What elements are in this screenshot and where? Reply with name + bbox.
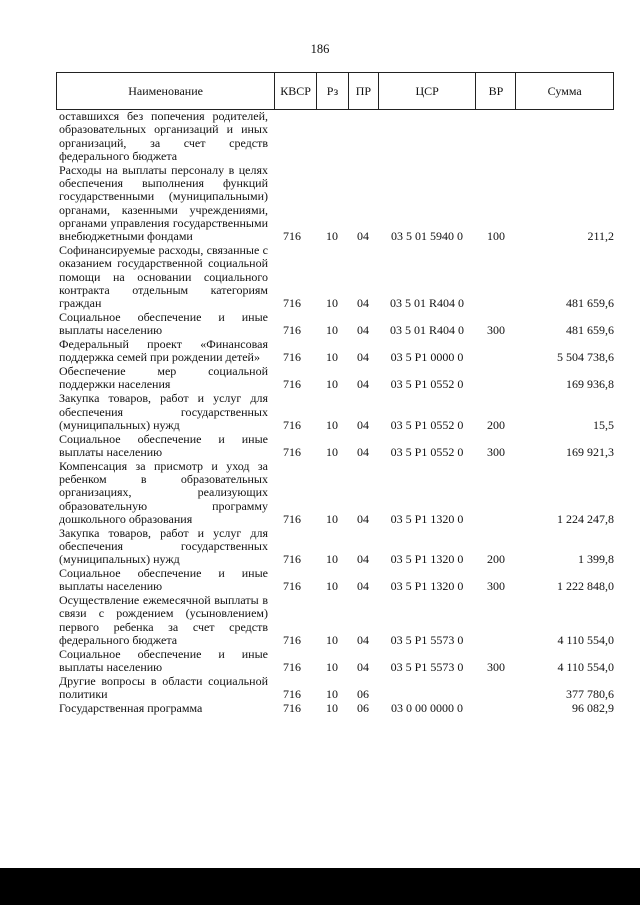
row-csr: 03 5 P1 0552 0 bbox=[390, 377, 464, 392]
row-kvsr: 716 bbox=[283, 229, 301, 244]
row-rz: 10 bbox=[326, 377, 338, 392]
row-sum: 377 780,6 bbox=[566, 687, 614, 702]
row-rz: 10 bbox=[326, 511, 338, 526]
row-name: Социальное обеспечение и иные выплаты населению bbox=[59, 566, 268, 594]
row-name: Компенсация за присмотр и уход за ребенком в образовательных организациях, реализующих образовательную программу дошкольного образования bbox=[59, 458, 268, 526]
row-rz: 10 bbox=[326, 701, 338, 716]
row-csr: 03 5 01 R404 0 bbox=[389, 323, 464, 338]
row-csr: 03 5 P1 0552 0 bbox=[390, 417, 464, 432]
budget-table bbox=[56, 72, 614, 715]
row-name: Обеспечение мер социальной поддержки населения bbox=[59, 364, 268, 392]
row-sum: 169 936,8 bbox=[566, 377, 614, 392]
row-name: Софинансируемые расходы, связанные с оказанием государственной социальной помощи на основании социального контракта отдельным категориям граждан bbox=[59, 242, 268, 311]
row-kvsr: 716 bbox=[283, 296, 301, 311]
row-pr: 04 bbox=[357, 633, 369, 648]
row-sum: 211,2 bbox=[587, 229, 614, 244]
row-kvsr: 716 bbox=[283, 660, 301, 675]
table-row bbox=[56, 648, 614, 675]
scan-bottom-edge bbox=[0, 868, 640, 905]
row-kvsr: 716 bbox=[283, 377, 301, 392]
row-rz: 10 bbox=[326, 579, 338, 594]
row-pr: 04 bbox=[357, 417, 369, 432]
row-kvsr: 716 bbox=[283, 323, 301, 338]
row-pr: 04 bbox=[357, 444, 369, 459]
row-kvsr: 716 bbox=[283, 511, 301, 526]
row-csr: 03 5 P1 1320 0 bbox=[390, 579, 464, 594]
header-rz: Рз bbox=[316, 73, 348, 109]
table-row bbox=[56, 338, 614, 365]
row-rz: 10 bbox=[326, 687, 338, 702]
row-sum: 96 082,9 bbox=[572, 701, 614, 716]
row-name: Социальное обеспечение и иные выплаты населению bbox=[59, 646, 268, 675]
row-name: Социальное обеспечение и иные выплаты населению bbox=[59, 309, 268, 338]
table-row bbox=[56, 567, 614, 594]
row-pr: 04 bbox=[357, 660, 369, 675]
row-rz: 10 bbox=[326, 296, 338, 311]
row-pr: 06 bbox=[357, 687, 369, 702]
row-rz: 10 bbox=[326, 660, 338, 675]
row-kvsr: 716 bbox=[283, 687, 301, 702]
row-vr: 300 bbox=[487, 444, 505, 459]
header-pr: ПР bbox=[348, 73, 378, 109]
row-csr: 03 5 01 R404 0 bbox=[389, 296, 464, 311]
row-rz: 10 bbox=[326, 417, 338, 432]
header-csr: ЦСР bbox=[378, 73, 476, 109]
header-vr: ВР bbox=[475, 73, 515, 109]
row-csr: 03 0 00 0000 0 bbox=[391, 701, 463, 716]
row-rz: 10 bbox=[326, 633, 338, 648]
row-rz: 10 bbox=[326, 350, 338, 365]
row-csr: 03 5 P1 1320 0 bbox=[390, 552, 464, 567]
table-header bbox=[56, 72, 614, 110]
row-sum: 481 659,6 bbox=[566, 296, 614, 311]
row-name: Расходы на выплаты персоналу в целях обеспечения выполнения функций государственными (муниципальными) органами, казенными учреждениями, органами управления государственными внебюджетными фондами bbox=[59, 162, 268, 244]
table-row bbox=[56, 244, 614, 310]
row-name: Закупка товаров, работ и услуг для обеспечения государственных (муниципальных) нужд bbox=[59, 391, 268, 432]
row-name: Федеральный проект «Финансовая поддержка семей при рождении детей» bbox=[59, 337, 268, 365]
row-name: Государственная программа bbox=[59, 701, 203, 716]
table-row bbox=[56, 110, 614, 163]
row-name: Закупка товаров, работ и услуг для обеспечения государственных (муниципальных) нужд bbox=[59, 525, 268, 567]
row-vr: 300 bbox=[487, 660, 505, 675]
row-pr: 06 bbox=[357, 701, 369, 716]
header-kvsr: КВСР bbox=[274, 73, 316, 109]
row-pr: 04 bbox=[357, 323, 369, 338]
row-rz: 10 bbox=[326, 444, 338, 459]
row-sum: 4 110 554,0 bbox=[557, 660, 614, 675]
row-csr: 03 5 P1 0000 0 bbox=[390, 350, 464, 365]
row-sum: 15,5 bbox=[593, 417, 614, 432]
row-name: Социальное обеспечение и иные выплаты населению bbox=[59, 431, 268, 459]
row-sum: 5 504 738,6 bbox=[557, 350, 614, 365]
table-row bbox=[56, 164, 614, 244]
row-kvsr: 716 bbox=[283, 350, 301, 365]
table-row bbox=[56, 433, 614, 460]
row-vr: 300 bbox=[487, 323, 505, 338]
row-pr: 04 bbox=[357, 511, 369, 526]
row-name: Осуществление ежемесячной выплаты в связи с рождением (усыновлением) первого ребенка за счет средств федерального бюджета bbox=[59, 593, 268, 648]
row-csr: 03 5 P1 1320 0 bbox=[390, 511, 464, 526]
page-number: 186 bbox=[310, 42, 330, 56]
row-pr: 04 bbox=[357, 377, 369, 392]
table-row bbox=[56, 675, 614, 702]
row-rz: 10 bbox=[326, 552, 338, 567]
row-kvsr: 716 bbox=[283, 417, 301, 432]
row-name: Другие вопросы в области социальной политики bbox=[59, 673, 268, 702]
header-sum: Сумма bbox=[515, 73, 613, 109]
row-csr: 03 5 P1 5573 0 bbox=[390, 633, 464, 648]
row-sum: 1 224 247,8 bbox=[557, 511, 614, 526]
row-pr: 04 bbox=[357, 552, 369, 567]
row-kvsr: 716 bbox=[283, 552, 301, 567]
row-vr: 300 bbox=[487, 579, 505, 594]
row-csr: 03 5 01 5940 0 bbox=[391, 229, 463, 244]
row-sum: 169 921,3 bbox=[566, 444, 614, 459]
row-pr: 04 bbox=[357, 296, 369, 311]
row-rz: 10 bbox=[326, 323, 338, 338]
row-kvsr: 716 bbox=[283, 579, 301, 594]
row-kvsr: 716 bbox=[283, 444, 301, 459]
row-sum: 1 399,8 bbox=[578, 552, 614, 567]
row-csr: 03 5 P1 0552 0 bbox=[390, 444, 464, 459]
row-csr: 03 5 P1 5573 0 bbox=[390, 660, 464, 675]
row-vr: 200 bbox=[487, 552, 505, 567]
table-row bbox=[56, 365, 614, 392]
row-name: оставшихся без попечения родителей, образовательных организаций и иных организаций, за счет средств федерального бюджета bbox=[59, 109, 268, 163]
row-sum: 1 222 848,0 bbox=[557, 579, 614, 594]
table-row bbox=[56, 311, 614, 338]
table-row bbox=[56, 594, 614, 647]
row-sum: 4 110 554,0 bbox=[557, 633, 614, 648]
table-row bbox=[56, 460, 614, 526]
header-name: Наименование bbox=[128, 83, 203, 98]
row-vr: 100 bbox=[487, 229, 505, 244]
row-pr: 04 bbox=[357, 229, 369, 244]
row-rz: 10 bbox=[326, 229, 338, 244]
row-kvsr: 716 bbox=[283, 701, 301, 716]
table-body bbox=[56, 110, 614, 715]
row-vr: 200 bbox=[487, 417, 505, 432]
row-sum: 481 659,6 bbox=[566, 323, 614, 338]
row-kvsr: 716 bbox=[283, 633, 301, 648]
table-row bbox=[56, 527, 614, 567]
row-pr: 04 bbox=[357, 350, 369, 365]
row-pr: 04 bbox=[357, 579, 369, 594]
table-row bbox=[56, 392, 614, 432]
table-row bbox=[56, 702, 614, 715]
